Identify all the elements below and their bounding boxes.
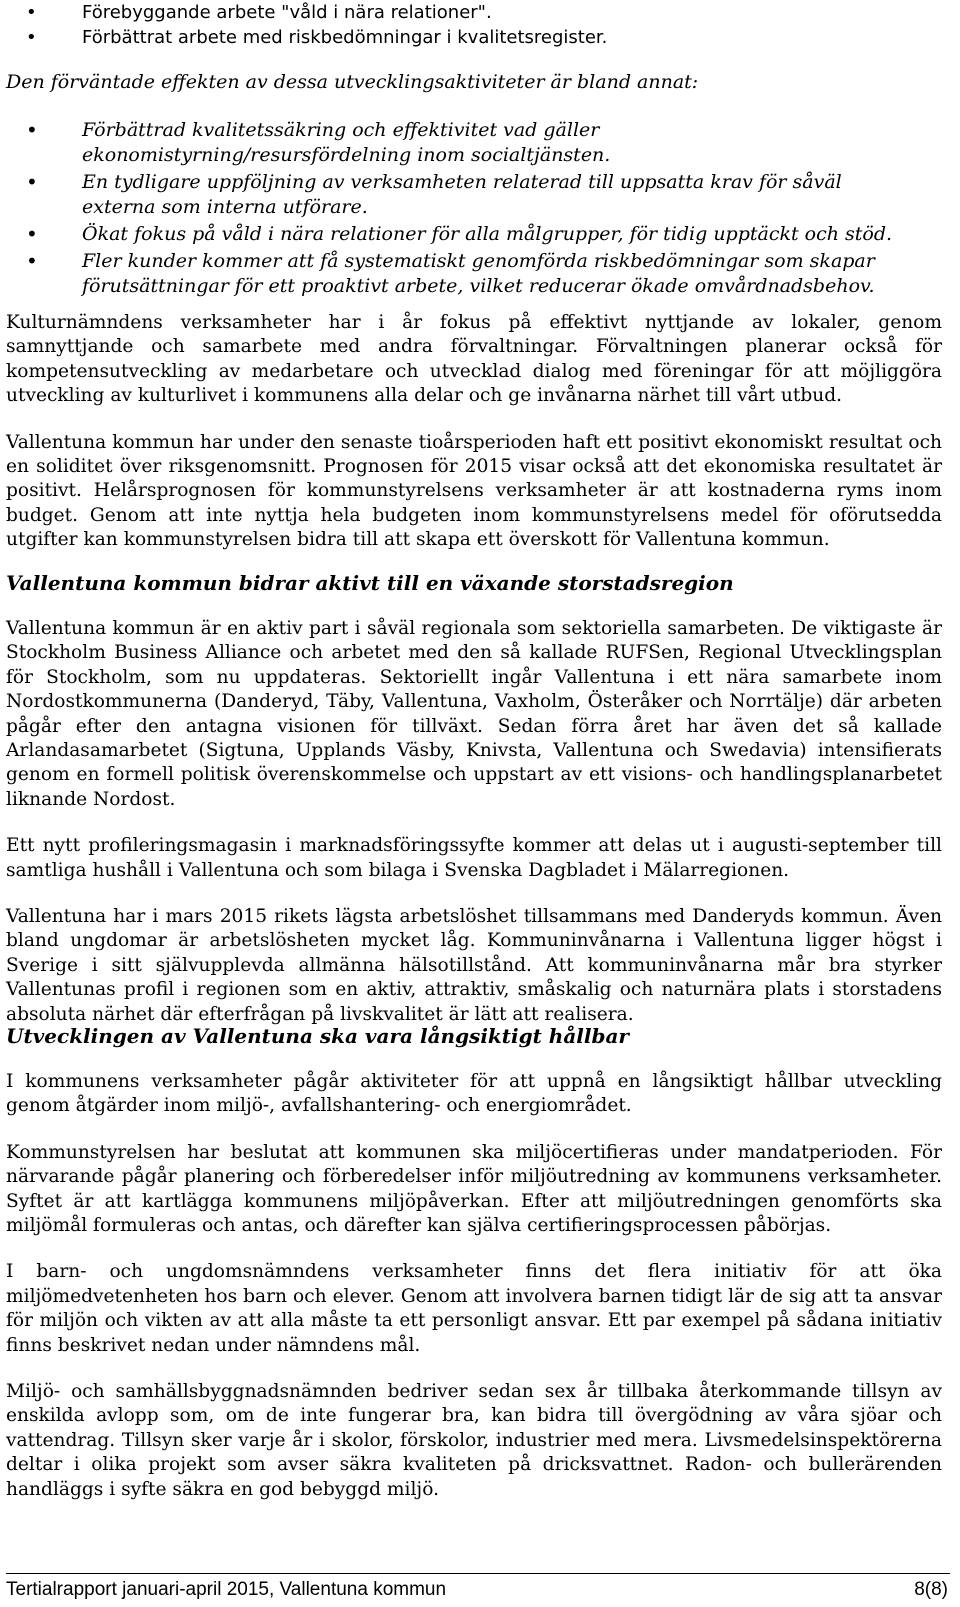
list-item: • Förbättrad kvalitetssäkring och effektivitet vad gäller ekonomistyrning/resursfördelning inom socialtjänsten. (0, 118, 960, 168)
list-item: • Fler kunder kommer att få systematiskt genomförda riskbedömningar som skapar förutsättningar för ett proaktivt arbete, vilket reducerar ökade omvårdnadsbehov. (0, 249, 960, 299)
paragraph: Miljö- och samhällsbyggnadsnämnden bedriver sedan sex år tillbaka återkommande tillsyn av enskilda avlopp som, om de inte fungerar bra, kan bidra till övergödning av våra sjöar och vattendrag. Tillsyn sker varje år i skolor, förskolor, industrier med mera. Livsmedelsinspektörerna deltar i olika projekt som avser säkra kvaliteten på dricksvattnet. Radon- och bullerärenden handläggs i syfte säkra en god bebyggd miljö. (6, 1381, 942, 1500)
paragraph: Ett nytt profileringsmagasin i marknadsföringssyfte kommer att delas ut i augusti-september till samtliga hushåll i Vallentuna och som bilaga i Svenska Dagbladet i Mälarregionen. (6, 835, 942, 881)
section-heading: Utvecklingen av Vallentuna ska vara långsiktigt hållbar (6, 1024, 629, 1048)
footer-title: Tertialrapport januari-april 2015, Vallentuna kommun (6, 1579, 447, 1600)
list-item: • Förbättrat arbete med riskbedömningar i kvalitetsregister. (0, 25, 960, 50)
body-text-1 (6, 311, 942, 575)
top-bullet-list (0, 0, 960, 50)
paragraph: Vallentuna kommun har under den senaste tioårsperioden haft ett positivt ekonomiskt resultat och en soliditet över riksgenomsnitt. Prognosen för 2015 visar också att det ekonomiska resultatet är positivt. Helårsprognosen för kommunstyrelsens verksamheter är att kostnaderna ryms inom budget. Genom att inte nyttja hela budgeten inom kommunstyrelsens medel för oförutsedda utgifter kan kommunstyrelsen bidra till att skapa ett överskott för Vallentuna kommun. (6, 431, 942, 551)
paragraph: I kommunens verksamheter pågår aktiviteter för att uppnå en långsiktigt hållbar utveckling genom åtgärder inom miljö-, avfallshantering- och energiområdet. (6, 1071, 942, 1117)
section-heading: Vallentuna kommun bidrar aktivt till en växande storstadsregion (6, 571, 734, 595)
effects-list (0, 118, 960, 301)
section-sustainability (6, 1024, 942, 1524)
paragraph: Kulturnämndens verksamheter har i år fokus på effektivt nyttjande av lokaler, genom samnyttjande och samarbete med andra förvaltningar. Förvaltningen planerar också för kompetensutveckling av medarbetare och utvecklad dialog med föreningar för att möjliggöra utveckling av kulturlivet i kommunens alla delar och ge invånarna närhet till vårt utbud. (6, 312, 942, 407)
page-footer (6, 1576, 948, 1604)
list-item: • En tydligare uppföljning av verksamheten relaterad till uppsatta krav för såväl externa som interna utförare. (0, 170, 960, 220)
paragraph: I barn- och ungdomsnämndens verksamheter finns det flera initiativ för att öka miljömedvetenheten hos barn och elever. Genom att involvera barnen tidigt lär de sig att ta ansvar för miljön och vikten av att alla måste ta ett personligt ansvar. Ett par exempel på sådana initiativ finns beskrivet nedan under nämndens mål. (6, 1261, 942, 1356)
list-item: • Förebyggande arbete "våld i nära relationer". (0, 0, 960, 25)
paragraph: Vallentuna kommun är en aktiv part i såväl regionala som sektoriella samarbeten. De viktigaste är Stockholm Business Alliance och arbetet med den så kallade RUFSen, Regional Utvecklingsplan för Stockholm, som nu uppdateras. Sektoriellt ingår Vallentuna i ett nära samarbete inom Nordostkommunerna (Danderyd, Täby, Vallentuna, Vaxholm, Österåker och Norrtälje) där arbeten pågår efter den antagna visionen för tillväxt. Sedan förra året har även det så kallade Arlandasamarbetet (Sigtuna, Upplands Väsby, Knivsta, Vallentuna och Swedavia) intensifierats genom en formell politisk överenskommelse och uppstart av ett visions- och handlingsplanarbetet liknande Nordost. (6, 618, 942, 810)
section-region (6, 571, 942, 1049)
effects-intro: Den förväntade effekten av dessa utvecklingsaktiviteter är bland annat: (6, 71, 699, 93)
paragraph: Kommunstyrelsen har beslutat att kommunen ska miljöcertifieras under mandatperioden. För närvarande pågår planering och förberedelser inför miljöutredning av kommunens verksamheter. Syftet är att kartlägga kommunens miljöpåverkan. Efter att miljöutredningen genomförts ska miljömål formuleras och antas, och därefter kan själva certifieringsprocessen påbörjas. (6, 1141, 942, 1237)
paragraph: Vallentuna har i mars 2015 rikets lägsta arbetslöshet tillsammans med Danderyds kommun. Även bland ungdomar är arbetslösheten mycket låg. Kommuninvånarna i Vallentuna ligger högst i Sverige i sitt självupplevda allmänna hälsotillstånd. Att kommuninvånarna mår bra styrker Vallentunas profil i regionen som en aktiv, attraktiv, småskalig och naturnära plats i storstadens absoluta närhet där efterfrågan på livskvalitet är lätt att realisera. (6, 906, 942, 1025)
footer-divider (6, 1573, 950, 1574)
page-number: 8(8) (914, 1579, 948, 1600)
list-item: • Ökat fokus på våld i nära relationer för alla målgrupper, för tidig upptäckt och stöd. (0, 222, 960, 247)
